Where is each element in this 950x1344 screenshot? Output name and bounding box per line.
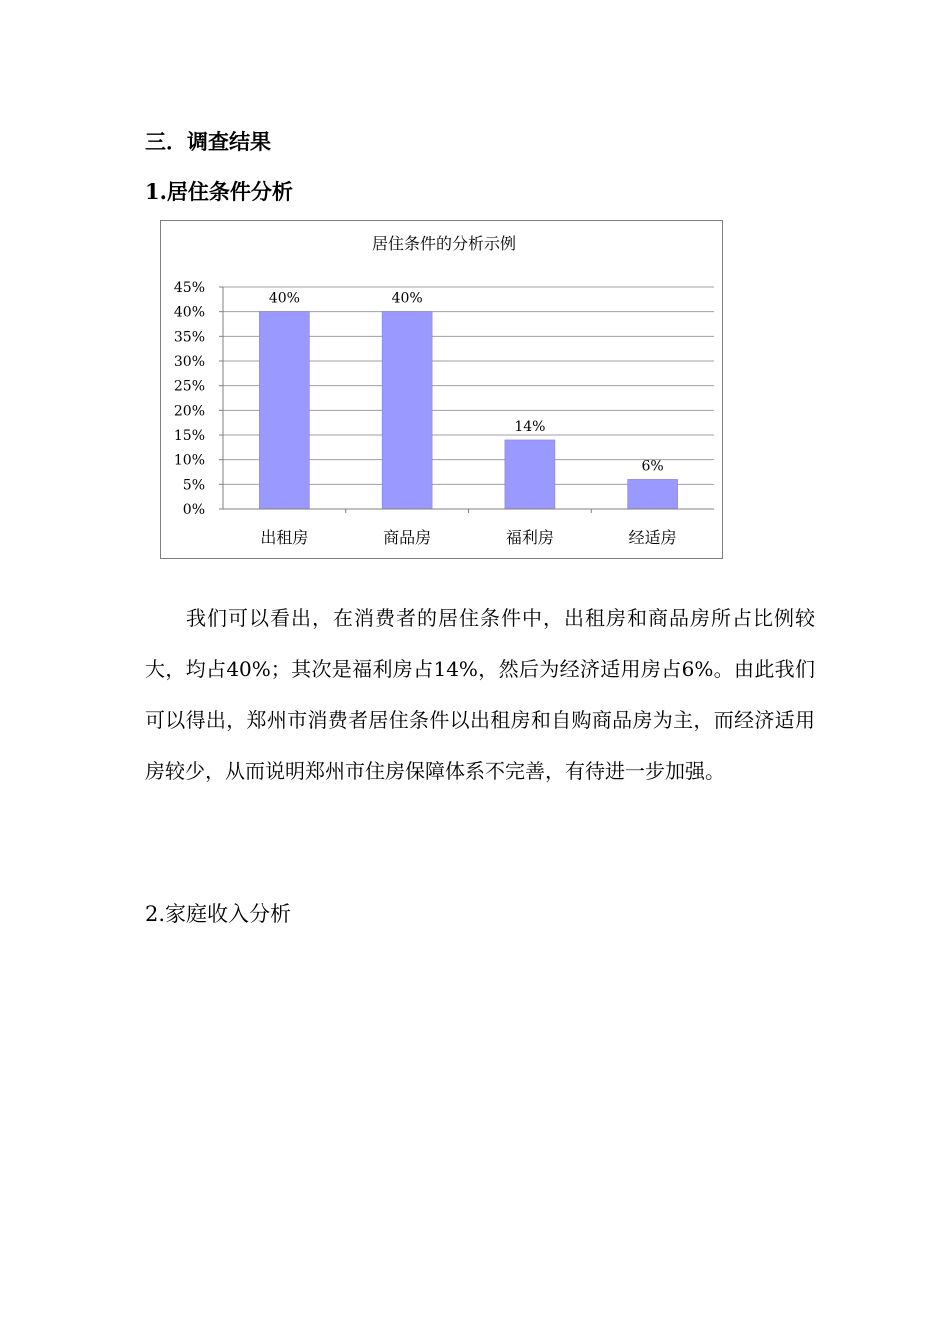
chart-title: 居住条件的分析示例 (371, 234, 517, 253)
chart-canvas (161, 221, 724, 560)
section-title: 三．调查结果 (145, 129, 271, 154)
subsection-title-living-conditions: 1.居住条件分析 (145, 179, 293, 204)
chart-data-label: 6% (641, 458, 664, 475)
chart-y-tick-label: 20% (173, 403, 205, 420)
chart-bar (259, 312, 309, 509)
chart-x-tick-label: 商品房 (383, 528, 432, 547)
chart-bars (259, 291, 677, 509)
chart-y-tick-label: 45% (173, 280, 205, 296)
chart-data-label: 14% (514, 418, 546, 435)
chart-y-axis (174, 280, 223, 518)
chart-y-tick-label: 0% (182, 502, 205, 518)
chart-y-tick-label: 40% (173, 304, 205, 321)
bar-chart (160, 220, 723, 559)
chart-x-axis (223, 509, 714, 547)
analysis-paragraph: 我们可以看出，在消费者的居住条件中，出租房和商品房所占比例较大，均占40%；其次是福利房占14%，然后为经济适用房占6%。由此我们可以得出，郑州市消费者居住条件以出租房和自购商品房为主，而经济适用房较少，从而说明郑州市住房保障体系不完善，有待进一步加强。 (145, 606, 815, 783)
chart-x-tick-label: 出租房 (260, 528, 309, 547)
chart-y-tick-label: 35% (173, 329, 205, 346)
chart-y-tick-label: 25% (173, 378, 205, 395)
chart-x-tick-label: 福利房 (505, 528, 554, 547)
chart-data-label: 40% (391, 290, 423, 307)
chart-y-tick-label: 5% (182, 477, 205, 494)
chart-y-tick-label: 10% (173, 452, 205, 469)
chart-data-label: 40% (268, 290, 300, 307)
subsection-title-household-income: 2.家庭收入分析 (145, 902, 292, 926)
chart-y-tick-label: 15% (173, 428, 205, 444)
chart-y-tick-label: 30% (173, 354, 205, 370)
chart-bar (628, 479, 678, 509)
chart-bar (382, 312, 432, 509)
chart-x-tick-label: 经适房 (628, 528, 677, 547)
chart-bar (505, 440, 555, 509)
